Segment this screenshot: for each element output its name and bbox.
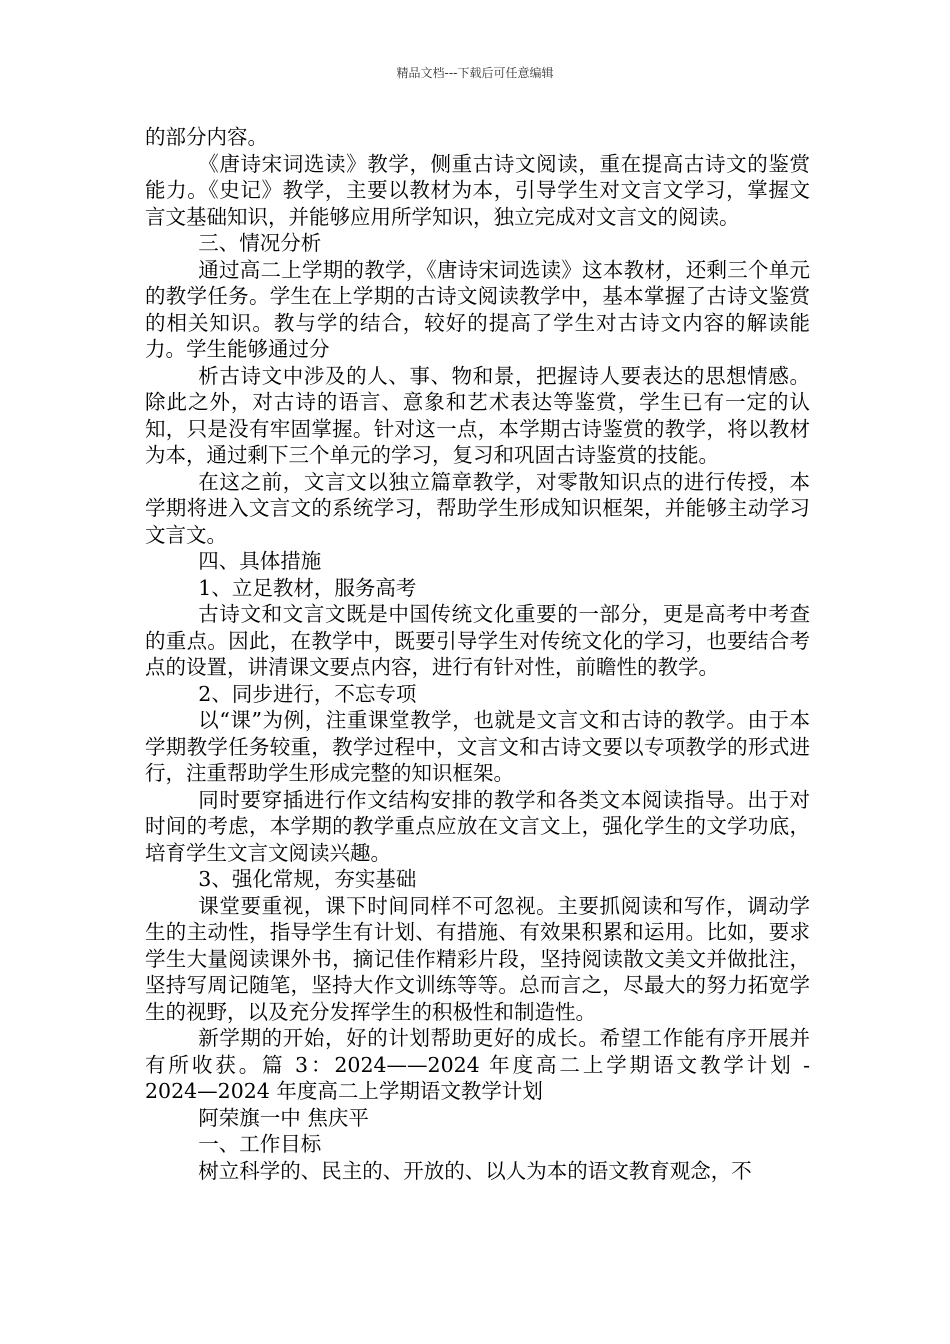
subsection-heading: 1、立足教材，服务高考 xyxy=(198,575,417,600)
section-heading: 三、情况分析 xyxy=(198,231,322,255)
subsection-heading: 2、同步进行，不忘专项 xyxy=(198,681,417,706)
paragraph: 树立科学的、民主的、开放的、以人为本的语文教育观念，不 xyxy=(198,1158,752,1183)
subsection-heading: 3、强化常规，夯实基础 xyxy=(198,867,417,891)
paragraph: 的部分内容。 xyxy=(145,125,268,149)
author-line: 阿荣旗一中 焦庆平 xyxy=(198,1105,369,1130)
document-body xyxy=(145,124,831,1184)
paragraph: 通过高二上学期的教学，《唐诗宋词选读》这本教材，还剩三个单元的教学任务。学生在上学期的古诗文阅读教学中，基本掌握了古诗文鉴赏的相关知识。教与学的结合，较好的提高了学生对古诗文内容的解读能力。学生能够通过分 xyxy=(145,257,810,361)
paragraph: 课堂要重视，课下时间同样不可忽视。主要抓阅读和写作，调动学生的主动性，指导学生有计划、有措施、有效果积累和运用。比如，要求学生大量阅读课外书，摘记佳作精彩片段，坚持阅读散文美文并做批注，坚持写周记随笔，坚持大作文训练等等。总而言之，尽最大的努力拓宽学生的视野，以及充分发挥学生的积极性和制造性。 xyxy=(145,893,810,1024)
paragraph: 古诗文和文言文既是中国传统文化重要的一部分，更是高考中考查的重点。因此，在教学中，既要引导学生对传统文化的学习，也要结合考点的设置，讲清课文要点内容，进行有针对性，前瞻性的教学。 xyxy=(145,602,810,679)
paragraph: 以“课”为例，注重课堂教学，也就是文言文和古诗的教学。由于本学期教学任务较重，教学过程中，文言文和古诗文要以专项教学的形式进行，注重帮助学生形成完整的知识框架。 xyxy=(145,708,810,785)
paragraph: 析古诗文中涉及的人、事、物和景，把握诗人要表达的思想情感。除此之外，对古诗的语言、意象和艺术表达等鉴赏，学生已有一定的认知，只是没有牢固掌握。针对这一点，本学期古诗鉴赏的教学，将以教材为本，通过剩下三个单元的学习，复习和巩固古诗鉴赏的技能。 xyxy=(145,363,810,467)
paragraph: 新学期的开始，好的计划帮助更好的成长。希望工作能有序开展并有所收获。篇 3：2024——2024 年度高二上学期语文教学计划 - 2024—2024 年度高二上学期语文教学计划 xyxy=(145,1026,831,1103)
section-heading: 四、具体措施 xyxy=(198,549,322,573)
paragraph: 《唐诗宋词选读》教学，侧重古诗文阅读，重在提高古诗文的鉴赏能力。《史记》教学，主要以教材为本，引导学生对文言文学习，掌握文言文基础知识，并能够应用所学知识，独立完成对文言文的阅读。 xyxy=(145,151,810,229)
paragraph: 在这之前，文言文以独立篇章教学，对零散知识点的进行传授，本学期将进入文言文的系统学习，帮助学生形成知识框架，并能够主动学习文言文。 xyxy=(145,469,810,547)
paragraph: 同时要穿插进行作文结构安排的教学和各类文本阅读指导。出于对时间的考虑，本学期的教学重点应放在文言文上，强化学生的文学功底，培育学生文言文阅读兴趣。 xyxy=(145,787,810,865)
section-heading: 一、工作目标 xyxy=(198,1132,322,1156)
page-header: 精品文档---下载后可任意编辑 xyxy=(396,66,554,80)
